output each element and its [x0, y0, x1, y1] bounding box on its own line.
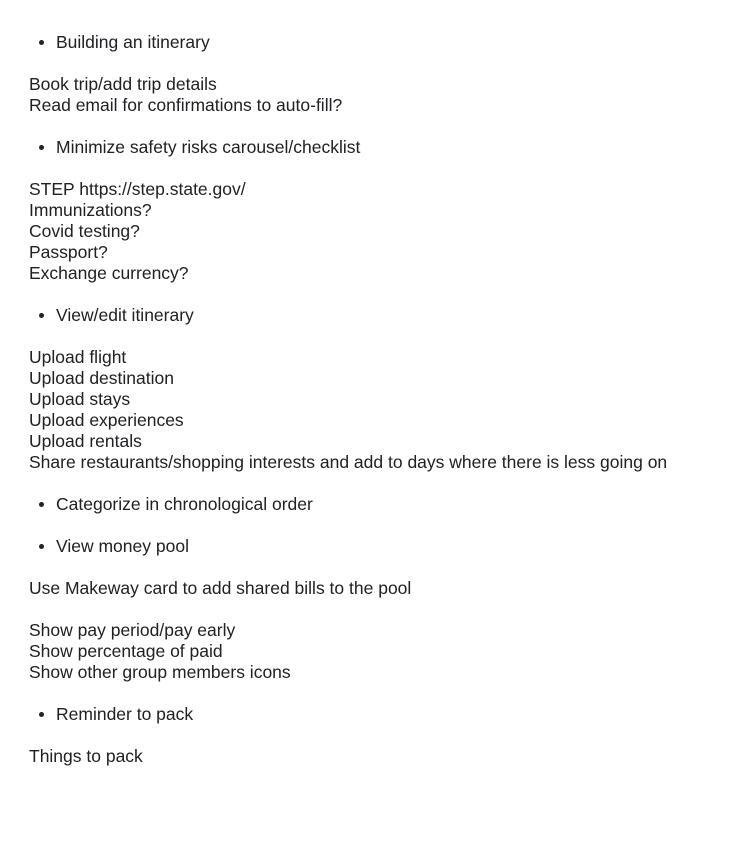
text-line: Book trip/add trip details	[29, 74, 217, 94]
text-line: Upload experiences	[29, 410, 184, 430]
text-line: Things to pack	[29, 746, 143, 766]
bullet-item	[29, 137, 724, 158]
bullet-text: Categorize in chronological order	[56, 494, 313, 514]
text-line: Upload flight	[29, 347, 127, 367]
text-line: Use Makeway card to add shared bills to the pool	[29, 578, 412, 598]
bullet-item	[29, 704, 724, 725]
text-line: Show other group members icons	[29, 662, 291, 682]
bullet-item	[29, 494, 724, 515]
bullet-text: Building an itinerary	[56, 32, 210, 52]
text-line: Immunizations?	[29, 200, 152, 220]
bullet-dot-icon	[39, 544, 44, 549]
bullet-dot-icon	[39, 502, 44, 507]
text-line: Upload stays	[29, 389, 131, 409]
text-line: STEP https://step.state.gov/	[29, 179, 246, 199]
bullet-dot-icon	[39, 313, 44, 318]
text-line: Covid testing?	[29, 221, 140, 241]
document-body	[29, 32, 724, 767]
text-line: Exchange currency?	[29, 263, 189, 283]
text-line: Upload rentals	[29, 431, 142, 451]
text-line: Upload destination	[29, 368, 174, 388]
bullet-dot-icon	[39, 40, 44, 45]
text-line: Show percentage of paid	[29, 641, 223, 661]
text-line: Passport?	[29, 242, 108, 262]
bullet-item	[29, 305, 724, 326]
bullet-text: View/edit itinerary	[56, 305, 194, 325]
bullet-dot-icon	[39, 712, 44, 717]
bullet-item	[29, 536, 724, 557]
text-line: Read email for confirmations to auto-fill?	[29, 95, 343, 115]
bullet-dot-icon	[39, 145, 44, 150]
bullet-item	[29, 32, 724, 53]
bullet-text: Reminder to pack	[56, 704, 194, 724]
bullet-text: Minimize safety risks carousel/checklist	[56, 137, 361, 157]
bullet-text: View money pool	[56, 536, 189, 556]
text-line: Share restaurants/shopping interests and add to days where there is less going on	[29, 452, 668, 472]
text-line: Show pay period/pay early	[29, 620, 236, 640]
